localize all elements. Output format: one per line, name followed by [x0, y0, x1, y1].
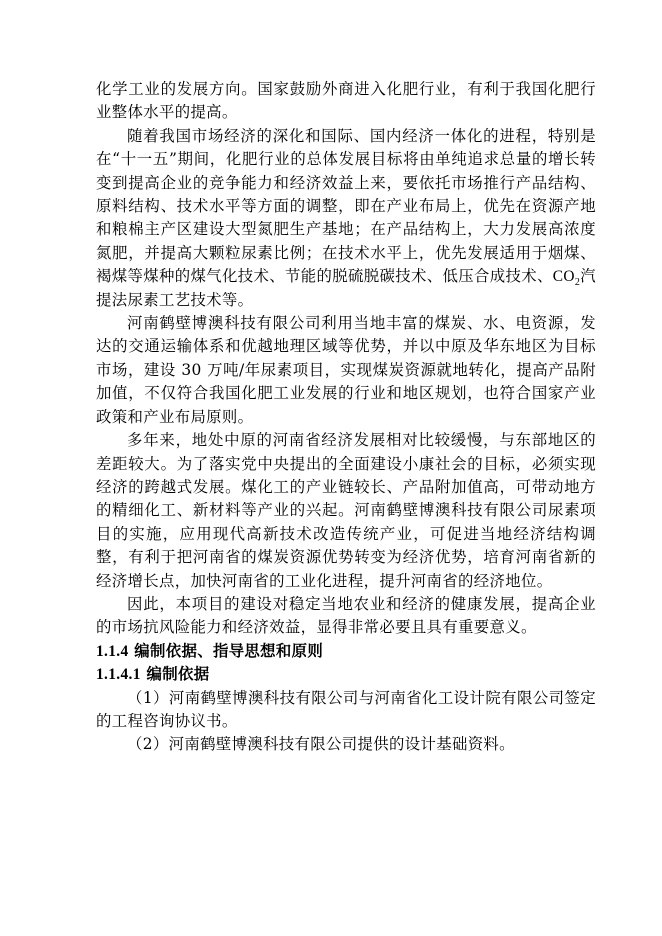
section-title: 编制依据、指导思想和原则 [134, 641, 324, 660]
paragraph-company-advantages: 河南鹤壁博澳科技有限公司利用当地丰富的煤炭、水、电资源，发达的交通运输体系和优越地理区域等优势，并以中原及华东地区为目标市场，建设 30 万吨/年尿素项目，实现煤炭资源就地转化，提高产品附加值，不仅符合我国化肥工业发展的行业和地区规划，也符合国家产业政策和产业布局原则。 [96, 314, 596, 426]
section-heading-1-1-4-1 [96, 663, 596, 686]
subsection-title: 编制依据 [146, 665, 210, 684]
section-heading-1-1-4 [96, 640, 596, 663]
paragraph-industry-goals-text: 随着我国市场经济的深化和国际、国内经济一体化的进程，特别是在“十一五”期间，化肥行业的总体发展目标将由单纯追求总量的增长转变到提高企业的竞争能力和经济效益上来，要依托市场推行产品结构、原料结构、技术水平等方面的调整，即在产业布局上，优先在资源产地和粮棉主产区建设大型氮肥生产基地；在产品结构上，大力发展高浓度氮肥，并提高大颗粒尿素比例；在技术水平上，优先发展适用于烟煤、褐煤等煤种的煤气化技术、节能的脱硫脱碳技术、低压合成技术、 [96, 126, 596, 286]
paragraph-industry-goals-end: 汽提法尿素工艺技术等。 [96, 267, 596, 309]
paragraph-industry-goals [96, 125, 596, 312]
co2-formula [552, 268, 581, 289]
paragraph-conclusion: 因此，本项目的建设对稳定当地农业和经济的健康发展，提高企业的市场抗风险能力和经济效益，显得非常必要且具有重要意义。 [96, 594, 596, 637]
section-number: 1.1.4 [96, 642, 129, 660]
basis-item-2: （2）河南鹤壁博澳科技有限公司提供的设计基础资料。 [127, 735, 515, 754]
paragraph-henan-economy: 多年来，地处中原的河南省经济发展相对比较缓慢，与东部地区的差距较大。为了落实党中央提出的全面建设小康社会的目标，必须实现经济的跨越式发展。煤化工的产业链较长、产品附加值高，可带动地方的精细化工、新材料等产业的兴起。河南鹤壁博澳科技有限公司尿素项目的实施，应用现代高新技术改造传统产业，可促进当地经济结构调整，有利于把河南省的煤炭资源优势转变为经济优势，培育河南省新的经济增长点，加快河南省的工业化进程，提升河南省的经济地位。 [96, 431, 596, 590]
co2-base: CO [552, 268, 575, 286]
paragraph-continuation: 化学工业的发展方向。国家鼓励外商进入化肥行业，有利于我国化肥行业整体水平的提高。 [96, 80, 596, 122]
basis-item-1: （1）河南鹤壁博澳科技有限公司与河南省化工设计院有限公司签定的工程咨询协议书。 [96, 688, 596, 730]
document-page [96, 78, 596, 757]
subsection-number: 1.1.4.1 [96, 666, 141, 684]
co2-subscript: 2 [574, 277, 581, 289]
